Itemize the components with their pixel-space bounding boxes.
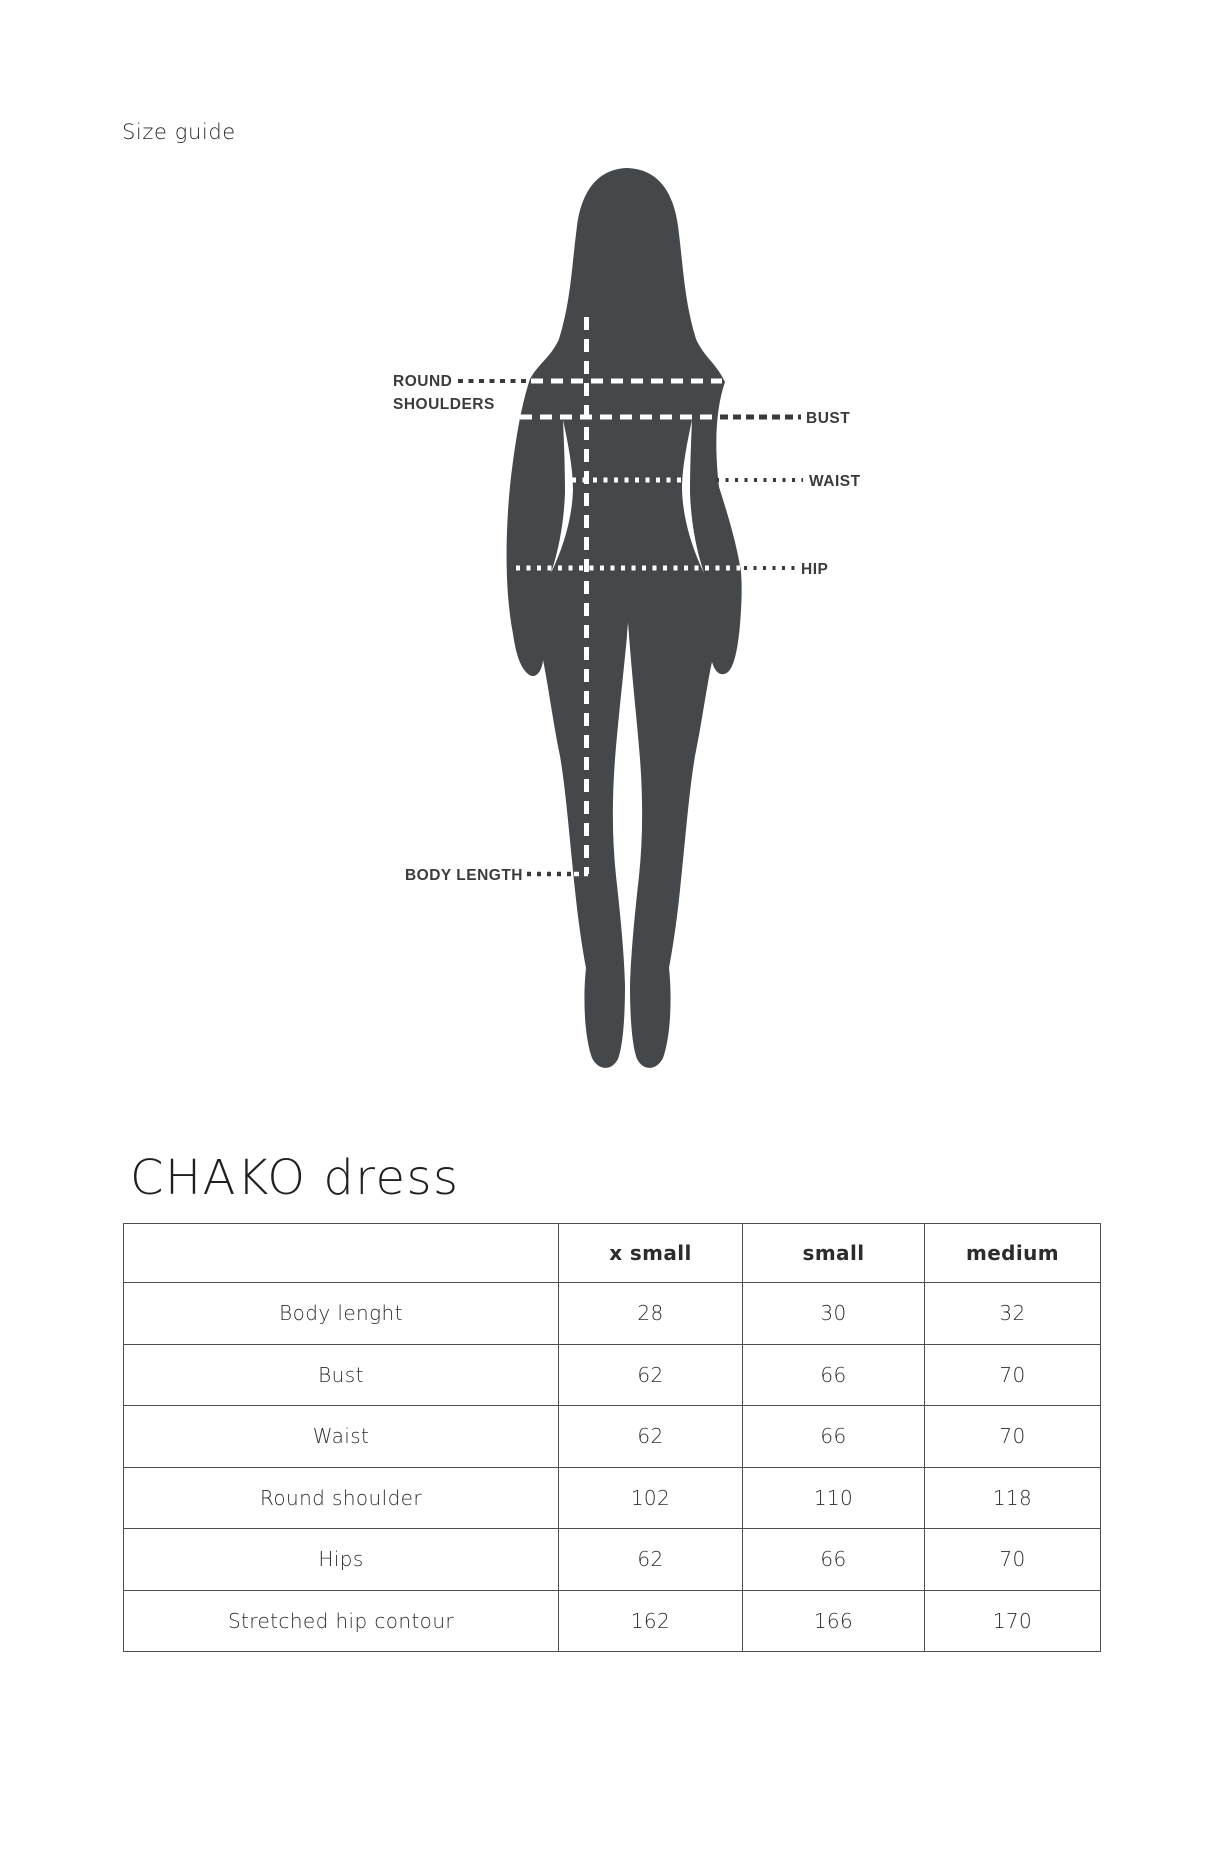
size-value-cell: 32 — [925, 1283, 1101, 1345]
bust-label: BUST — [806, 410, 851, 427]
size-value-cell: 62 — [559, 1344, 743, 1406]
row-label: Waist — [124, 1406, 559, 1468]
row-label: Stretched hip contour — [124, 1590, 559, 1652]
table-row-stretched-hip-contour — [124, 1590, 1101, 1652]
size-value-cell: 102 — [559, 1467, 743, 1529]
size-value-cell: 110 — [743, 1467, 925, 1529]
size-value-cell: 66 — [743, 1529, 925, 1591]
size-table — [123, 1223, 1101, 1652]
size-value-cell: 166 — [743, 1590, 925, 1652]
size-value-cell: 62 — [559, 1529, 743, 1591]
size-value-cell: 66 — [743, 1344, 925, 1406]
table-row-hips — [124, 1529, 1101, 1591]
size-value-cell: 30 — [743, 1283, 925, 1345]
hip-label: HIP — [801, 561, 829, 578]
table-row-waist — [124, 1406, 1101, 1468]
table-row-round-shoulder — [124, 1467, 1101, 1529]
table-row-bust — [124, 1344, 1101, 1406]
size-value-cell: 28 — [559, 1283, 743, 1345]
page-title: Size guide — [122, 120, 236, 144]
woman-silhouette — [507, 168, 742, 1068]
table-row-body-length — [124, 1283, 1101, 1345]
size-col-header-xsmall: x small — [559, 1224, 743, 1283]
body-length-label: BODY LENGTH — [404, 867, 523, 884]
size-value-cell: 118 — [925, 1467, 1101, 1529]
row-label: Body lenght — [124, 1283, 559, 1345]
row-label: Bust — [124, 1344, 559, 1406]
size-table-header-row — [124, 1224, 1101, 1283]
size-value-cell: 70 — [925, 1529, 1101, 1591]
row-label: Round shoulder — [124, 1467, 559, 1529]
size-col-header-small: small — [743, 1224, 925, 1283]
size-value-cell: 70 — [925, 1344, 1101, 1406]
round-shoulders-label-line2: SHOULDERS — [393, 396, 495, 413]
row-label: Hips — [124, 1529, 559, 1591]
corner-cell — [124, 1224, 559, 1283]
size-value-cell: 70 — [925, 1406, 1101, 1468]
size-col-header-medium: medium — [925, 1224, 1101, 1283]
size-value-cell: 162 — [559, 1590, 743, 1652]
size-value-cell: 66 — [743, 1406, 925, 1468]
round-shoulders-label-line1: ROUND — [393, 373, 453, 390]
size-value-cell: 170 — [925, 1590, 1101, 1652]
size-value-cell: 62 — [559, 1406, 743, 1468]
product-title: CHAKO dress — [130, 1150, 460, 1206]
waist-label: WAIST — [809, 473, 861, 490]
